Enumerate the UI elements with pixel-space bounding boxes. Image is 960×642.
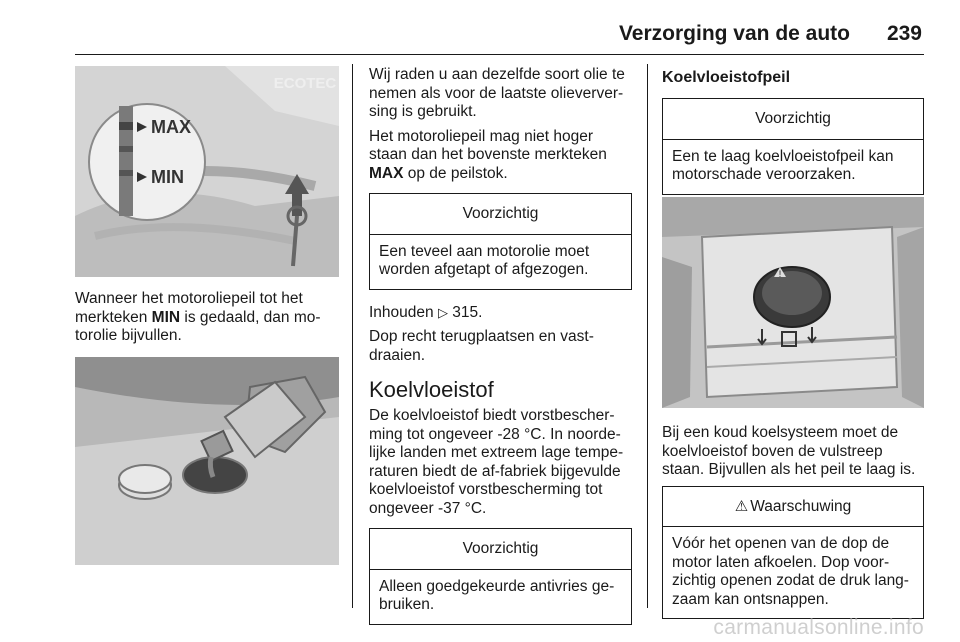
coolant-protection-paragraph: De koelvloeistof biedt vorstbescher-ming tot ongeveer -28 °C. In noorde-lijke landen met extreem lage tempe-raturen biedt de af-fabriek bijgevulde koelvloeistof vorstbescherming tot ongeveer -37 °C. bbox=[369, 407, 624, 517]
column-3-lower-text bbox=[662, 424, 924, 629]
warning-text: Vóór het openen van de dop de motor laten afkoelen. Dop voor-zichtig openen zodat de druk lang-zaam kan ontsnappen. bbox=[672, 535, 909, 608]
caution-box-excess-oil bbox=[369, 193, 632, 290]
warning-icon: ⚠ bbox=[734, 497, 749, 515]
dipstick-illustration bbox=[75, 66, 339, 277]
column-3-text bbox=[662, 66, 924, 205]
min-keyword: MIN bbox=[151, 308, 181, 326]
caution-text: Een teveel aan motorolie moet worden afgetapt of afgezogen. bbox=[379, 242, 590, 278]
min-mark-label: MIN bbox=[151, 167, 184, 187]
page-reference-icon: ▷ bbox=[437, 304, 448, 320]
svg-text:!: ! bbox=[778, 269, 782, 279]
caution-box-antifreeze bbox=[369, 528, 632, 625]
oil-refill-paragraph: Wanneer het motoroliepeil tot het merkteken MIN is gedaald, dan mo-torolie bijvullen. bbox=[75, 290, 321, 344]
caution-text: Alleen goedgekeurde antivries ge-bruiken. bbox=[379, 577, 615, 613]
column-divider-2 bbox=[647, 64, 648, 608]
oil-type-paragraph: Wij raden u aan dezelfde soort olie te nemen als voor de laatste olieverver-sing is gebruikt. bbox=[369, 66, 625, 120]
page-number: 239 bbox=[886, 22, 922, 45]
oil-filling-illustration bbox=[75, 357, 339, 565]
warning-box-hot-cap bbox=[662, 486, 924, 620]
column-2-text bbox=[369, 66, 632, 635]
capacity-reference: Inhouden ▷ 315. bbox=[369, 303, 483, 321]
coolant-level-heading: Koelvloeistofpeil bbox=[662, 69, 791, 86]
column-1-text bbox=[75, 290, 343, 352]
engine-label: ECOTEC bbox=[273, 75, 337, 92]
caution-title: Voorzichtig bbox=[370, 194, 631, 235]
running-header-title: Verzorging van de auto bbox=[618, 22, 850, 45]
cap-refit-paragraph: Dop recht terugplaatsen en vast-draaien. bbox=[369, 328, 594, 364]
column-divider-1 bbox=[352, 64, 353, 608]
watermark: carmanualsonline.info bbox=[713, 616, 924, 639]
oil-level-paragraph: Het motoroliepeil mag niet hoger staan dan het bovenste merkteken MAX op de peilstok. bbox=[369, 127, 607, 182]
coolant-reservoir-illustration bbox=[662, 197, 924, 408]
max-mark-label: MAX bbox=[151, 117, 191, 137]
warning-title: ⚠ Waarschuwing bbox=[663, 487, 923, 528]
caution-title: Voorzichtig bbox=[663, 99, 923, 140]
caution-text: Een te laag koelvloeistofpeil kan motorschade veroorzaken. bbox=[672, 147, 894, 183]
max-keyword: MAX bbox=[369, 164, 404, 182]
caution-title: Voorzichtig bbox=[370, 529, 631, 570]
header-rule bbox=[75, 54, 924, 55]
caution-box-low-coolant bbox=[662, 98, 924, 195]
coolant-section-heading: Koelvloeistof bbox=[369, 377, 494, 402]
coolant-level-paragraph: Bij een koud koelsysteem moet de koelvloeistof boven de vulstreep staan. Bijvullen als het peil te laag is. bbox=[662, 424, 916, 478]
